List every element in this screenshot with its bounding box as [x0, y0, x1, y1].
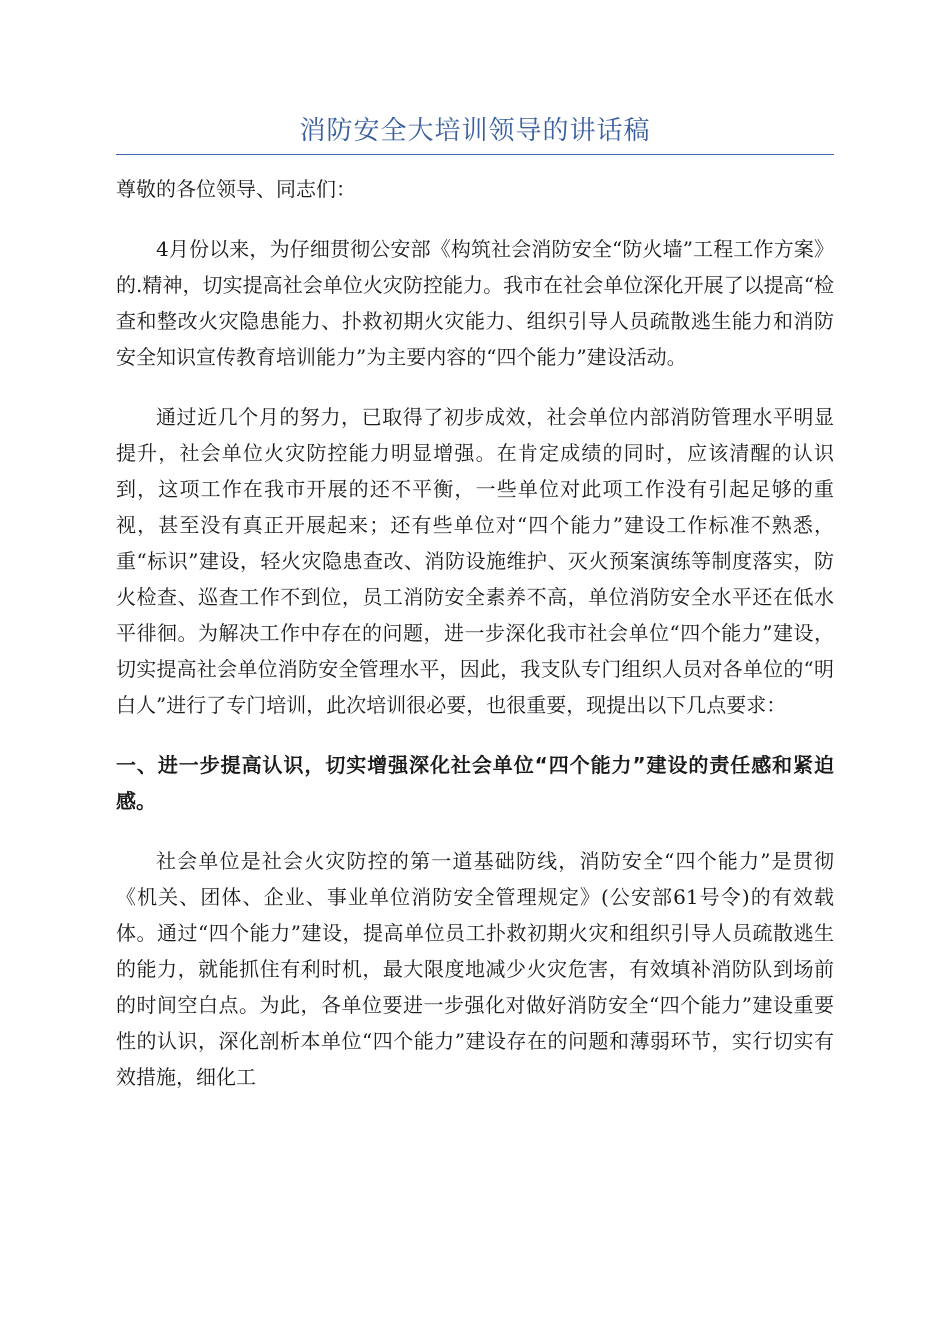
section-1-paragraph: 社会单位是社会火灾防控的第一道基础防线，消防安全“四个能力”是贯彻《机关、团体、企业、事业单位消防安全管理规定》(公安部61号令)的有效载体。通过“四个能力”建设，提高单位员工扑救初期火灾和组织引导人员疏散逃生的能力，就能抓住有利时机，最大限度地减少火灾危害，有效填补消防队到场前的时间空白点。为此，各单位要进一步强化对做好消防安全“四个能力”建设重要性的认识，深化剖析本单位“四个能力”建设存在的问题和薄弱环节，实行切实有效措施，细化工 — [116, 849, 834, 1089]
paragraph-2: 通过近几个月的努力，已取得了初步成效，社会单位内部消防管理水平明显提升，社会单位火灾防控能力明显增强。在肯定成绩的同时，应该清醒的认识到，这项工作在我市开展的还不平衡，一些单位对此项工作没有引起足够的重视，甚至没有真正开展起来；还有些单位对“四个能力”建设工作标准不熟悉，重“标识”建设，轻火灾隐患查改、消防设施维护、灭火预案演练等制度落实，防火检查、巡查工作不到位，员工消防安全素养不高，单位消防安全水平还在低水平徘徊。为解决工作中存在的问题，进一步深化我市社会单位“四个能力”建设，切实提高社会单位消防安全管理水平，因此，我支队专门组织人员对各单位的“明白人”进行了专门培训，此次培训很必要，也很重要，现提出以下几点要求： — [116, 405, 834, 717]
paragraph-1: 4月份以来，为仔细贯彻公安部《构筑社会消防安全“防火墙”工程工作方案》的.精神，切实提高社会单位火灾防控能力。我市在社会单位深化开展了以提高“检查和整改火灾隐患能力、扑救初期火灾能力、组织引导人员疏散逃生能力和消防安全知识宣传教育培训能力”为主要内容的“四个能力”建设活动。 — [116, 237, 834, 369]
document-body — [116, 171, 834, 1095]
document-page — [116, 0, 834, 1119]
document-title: 消防安全大培训领导的讲话稿 — [299, 116, 651, 146]
title-underline — [116, 154, 834, 155]
section-heading-1: 一、进一步提高认识，切实增强深化社会单位“四个能力”建设的责任感和紧迫感。 — [116, 753, 834, 813]
salutation: 尊敬的各位领导、同志们： — [116, 177, 356, 201]
